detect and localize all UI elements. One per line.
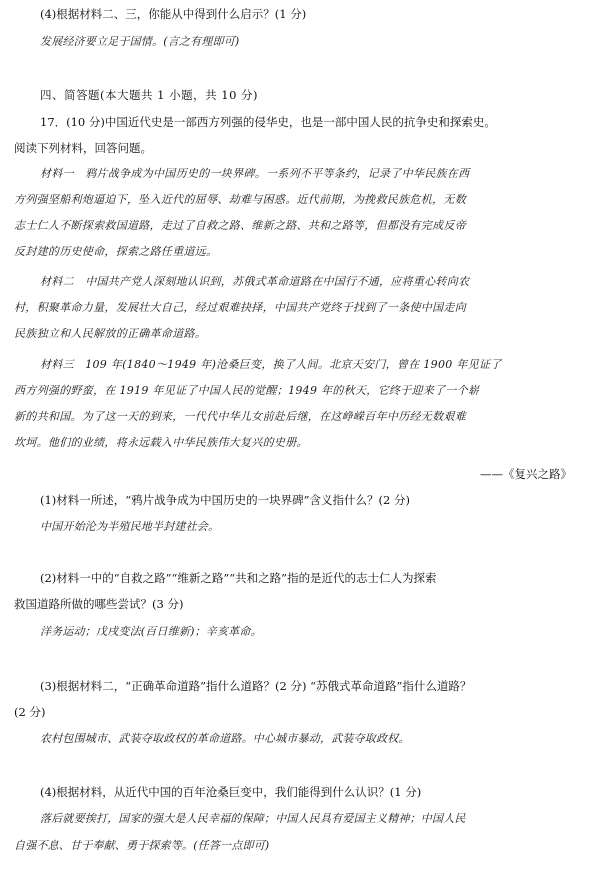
- section-heading: 四、简答题(本大题共 1 小题，共 10 分): [40, 88, 259, 102]
- material-source: ——《复兴之路》: [480, 467, 572, 481]
- material-1-line: 材料一 鸦片战争成为中国历史的一块界碑。一系列不平等条约，记录了中华民族在西: [40, 167, 470, 180]
- material-2-line: 材料二 中国共产党人深刻地认识到，苏俄式革命道路在中国行不通，应将重心转向农: [40, 275, 470, 288]
- material-3-line: 坎坷。他们的业绩，将永远载入中华民族伟大复兴的史册。: [14, 436, 308, 449]
- sub-question-1: (1)材料一所述，“鸦片战争成为中国历史的一块界碑”含义指什么？(2 分): [40, 493, 410, 507]
- material-1-line: 反封建的历史使命，探索之路任重道远。: [14, 245, 218, 258]
- sub-answer-4-line-2: 自强不息、甘于奉献、勇于探索等。(任答一点即可): [14, 839, 270, 852]
- material-3-line: 西方列强的野蛮，在 1919 年见证了中国人民的觉醒；1949 年的秋天，它终于迎来了一个崭: [14, 384, 480, 397]
- sub-answer-4-line-1: 落后就要挨打，国家的强大是人民幸福的保障；中国人民具有爱国主义精神；中国人民: [40, 812, 466, 825]
- material-1-line: 方列强坚船利炮逼迫下，坠入近代的屈辱、劫难与困惑。近代前期，为挽救民族危机，无数: [14, 193, 466, 206]
- material-1-line: 志士仁人不断探索救国道路，走过了自救之路、维新之路、共和之路等，但都没有完成反帝: [14, 219, 466, 232]
- sub-question-3-line-2: (2 分): [14, 705, 46, 719]
- sub-question-2-line-1: (2)材料一中的“自救之路”“维新之路”“共和之路”指的是近代的志士仁人为探索: [40, 571, 437, 585]
- answer-4-previous: 发展经济要立足于国情。(言之有理即可): [40, 35, 240, 48]
- material-2-line: 村，积聚革命力量，发展壮大自己，经过艰难抉择，中国共产党终于找到了一条使中国走向: [14, 301, 466, 314]
- sub-question-3-line-1: (3)根据材料二，“正确革命道路”指什么道路？(2 分) “苏俄式革命道路”指什么道路？: [40, 679, 472, 693]
- sub-question-2-line-2: 救国道路所做的哪些尝试？(3 分): [14, 597, 184, 611]
- material-3-line: 材料三 109 年(1840～1949 年)沧桑巨变，换了人间。北京天安门，曾在 1900 年见证了: [40, 358, 502, 371]
- sub-answer-3: 农村包围城市、武装夺取政权的革命道路。中心城市暴动，武装夺取政权。: [40, 732, 410, 745]
- question-17-intro-line-2: 阅读下列材料，回答问题。: [14, 141, 152, 155]
- sub-answer-1: 中国开始沦为半殖民地半封建社会。: [40, 520, 220, 533]
- sub-answer-2: 洋务运动；戊戌变法(百日维新)；辛亥革命。: [40, 625, 262, 638]
- material-2-line: 民族独立和人民解放的正确革命道路。: [14, 327, 207, 340]
- question-17-intro-line-1: 17．(10 分)中国近代史是一部西方列强的侵华史，也是一部中国人民的抗争史和探索史。: [40, 115, 496, 129]
- material-3-line: 新的共和国。为了这一天的到来，一代代中华儿女前赴后继，在这峥嵘百年中历经无数艰难: [14, 410, 466, 423]
- sub-question-4: (4)根据材料，从近代中国的百年沧桑巨变中，我们能得到什么认识？(1 分): [40, 785, 422, 799]
- question-4-previous: (4)根据材料二、三，你能从中得到什么启示？(1 分): [40, 7, 307, 21]
